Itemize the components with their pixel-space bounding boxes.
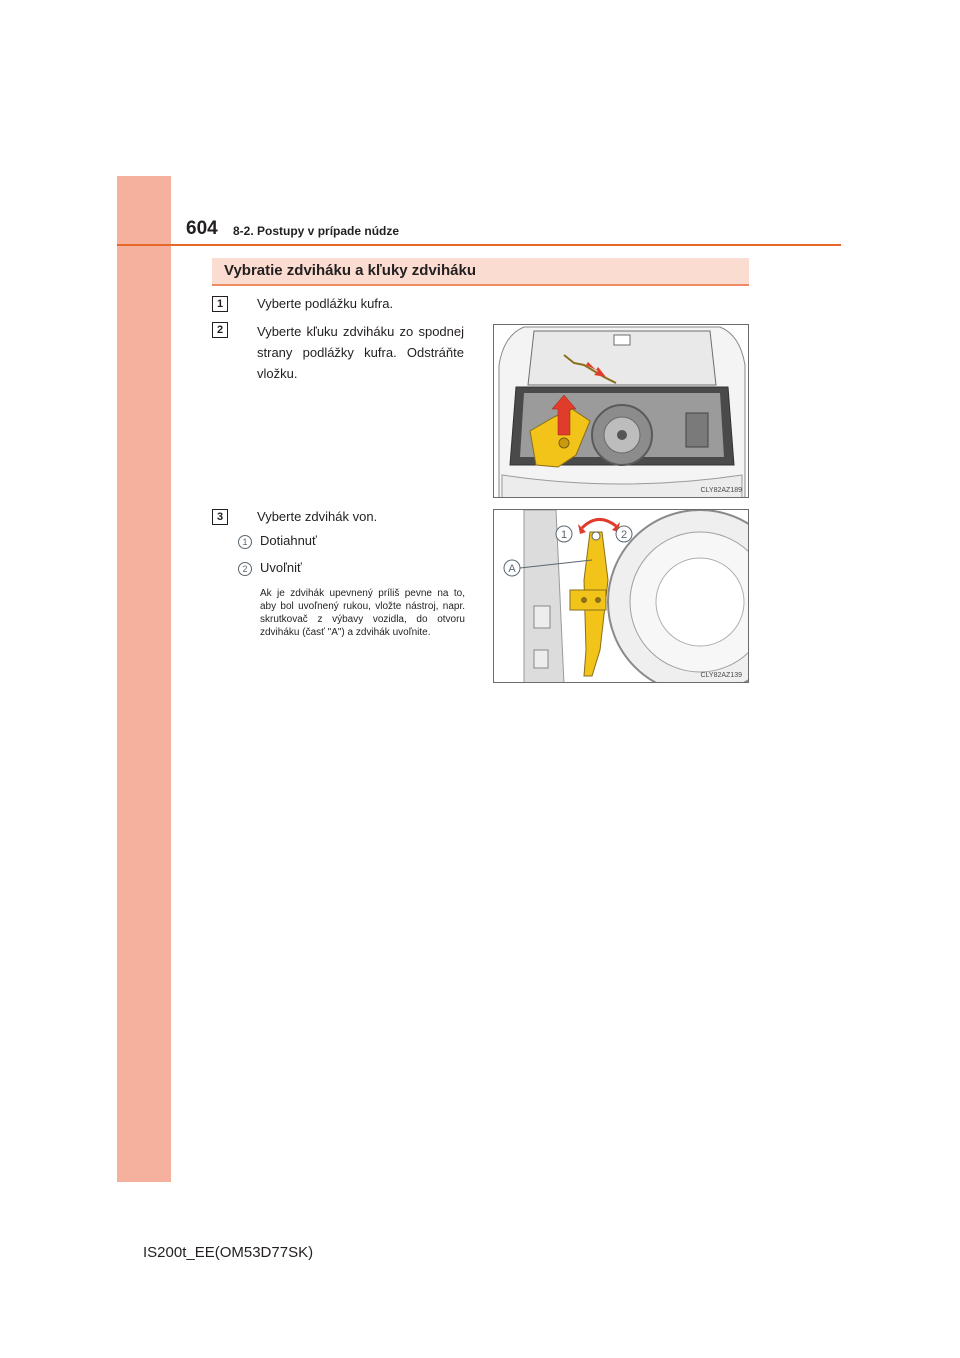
sub-step-text-1: Dotiahnuť	[260, 533, 317, 548]
sub-step-number-2: 2	[238, 562, 252, 576]
document-footer: IS200t_EE(OM53D77SK)	[143, 1244, 314, 1261]
trunk-illustration	[494, 325, 749, 498]
section-title: Vybratie zdviháku a kľuky zdviháku	[224, 262, 476, 279]
note-text: Ak je zdvihák upevnený príliš pevne na to, aby bol uvoľnený rukou, vložte nástroj, napr. skrutkovač z výbavy vozidla, do otvoru zdviháku (časť "A") a zdvihák uvoľnite.	[260, 588, 465, 638]
jack-closeup-illustration	[494, 510, 749, 683]
section-heading	[212, 258, 749, 286]
callout-a: A	[508, 563, 516, 575]
step-text-1: Vyberte podlážku kufra.	[257, 296, 394, 311]
figure-code: CLY82AZ189	[700, 487, 742, 494]
header-rule	[117, 244, 841, 246]
step-text-3: Vyberte zdvihák von.	[257, 509, 378, 524]
figure-code: CLY82AZ139	[700, 672, 742, 679]
callout-1: 1	[560, 529, 568, 541]
figure-jack-closeup	[493, 509, 749, 683]
sub-step-number-1: 1	[238, 535, 252, 549]
step-text-2: Vyberte kľuku zdviháku zo spodnej strany podlážky kufra. Odstráňte vložku.	[257, 324, 464, 381]
step-number-3: 3	[212, 509, 228, 525]
step-number-2: 2	[212, 322, 228, 338]
chapter-sidebar-tab	[117, 176, 171, 1182]
chapter-title: 8-2. Postupy v prípade núdze	[233, 224, 400, 238]
figure-trunk-jack	[493, 324, 749, 498]
step-number-1: 1	[212, 296, 228, 312]
callout-2: 2	[620, 529, 628, 541]
page-number: 604	[186, 218, 218, 239]
sub-step-text-2: Uvoľniť	[260, 560, 302, 575]
